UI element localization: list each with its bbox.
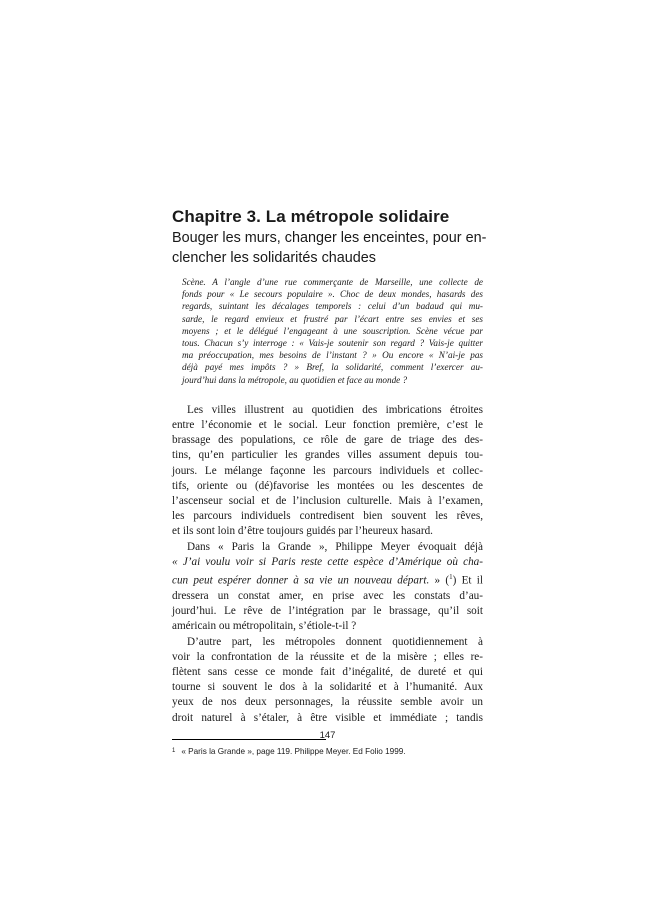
body-line: flètent sans cesse ce monde fait d’inégalité, de dureté et qui: [172, 666, 483, 679]
epigraph-line: regards, suintant les décalages temporels : celui d’un badaud qui mu-: [182, 301, 483, 312]
chapter-title: Chapitre 3. La métropole solidaire: [172, 207, 450, 226]
page-number: 147: [319, 730, 336, 741]
chapter-subtitle: [172, 228, 487, 268]
epigraph-line: déjà payé mes impôts ? » Bref, la solidarité, comment l’exercer au-: [182, 362, 483, 373]
body-line: tins, qu’en particulier les grandes villes assument depuis tou-: [172, 449, 483, 462]
epigraph-line: Scène. A l’angle d’une rue commerçante de Marseille, une collecte de: [182, 277, 483, 287]
body-line: D’autre part, les métropoles donnent quotidiennement à: [187, 635, 483, 648]
book-page: [172, 206, 487, 757]
footnote-marker: 1: [172, 747, 176, 754]
epigraph-line: jourd’hui dans la métropole, au quotidien et face au monde ?: [182, 374, 408, 385]
epigraph: [182, 276, 483, 386]
body-line: yeux de nos deux personnages, la réussite semble avoir un: [172, 696, 483, 709]
footnote-text: « Paris la Grande », page 119. Philippe Meyer. Ed Folio 1999.: [181, 746, 406, 756]
epigraph-line: tous. Chacun s’y interroge : « Vais-je soutenir son regard ? Vais-je quitter: [182, 338, 483, 349]
quote-line: [172, 555, 483, 570]
body-line: tourne si souvent le dos à la solidarité et à l’humanité. Aux: [172, 681, 483, 694]
body-line: dressera un constat amer, en prise avec les constats d’au-: [172, 590, 483, 602]
body-line: américain ou métropolitain, s’étiole-t-il ?: [172, 620, 357, 633]
body-line: jours. Le mélange façonne les parcours individuels et collec-: [172, 464, 483, 477]
footnote: [172, 746, 483, 757]
epigraph-line: ma préoccupation, mes besoins de l’instant ? » Ou encore « N’ai-je pas: [182, 350, 483, 361]
body-text: [172, 403, 483, 726]
subtitle-line: Bouger les murs, changer les enceintes, pour en-: [172, 230, 487, 246]
body-line: et ils sont loin d’être toujours guidés par l’heureux hasard.: [172, 525, 433, 538]
body-line: Les villes illustrent au quotidien des imbrications étroites: [187, 403, 483, 416]
quote-line: [172, 570, 483, 589]
body-line: l’ascenseur social et de l’inclusion culturelle. Mais à l’examen,: [172, 495, 483, 508]
body-line: brassage des populations, ce rôle de gare de triage des des-: [172, 434, 483, 447]
subtitle-line: clencher les solidarités chaudes: [172, 250, 376, 266]
epigraph-line: fonds pour « Le secours populaire ». Choc de deux mondes, hasards des: [182, 289, 483, 300]
quote-tail: » (: [429, 574, 450, 587]
body-line: tifs, oriente ou (dé)favorise les montées ou les descentes de: [172, 479, 483, 492]
body-line: droit naturel à s’étaler, à être visible et immédiate ; tandis: [172, 711, 483, 724]
footnote-ref[interactable]: 1: [449, 573, 453, 582]
body-line: jourd’hui. Le rêve de l’intégration par le brassage, qu’il soit: [172, 605, 483, 618]
body-line: voir la confrontation de la réussite et de la misère ; elles re-: [172, 650, 483, 663]
epigraph-line: sarde, le regard envieux et frustré par l’écart entre ses envies et ses: [182, 313, 483, 324]
body-line: Dans « Paris la Grande », Philippe Meyer évoquait déjà: [187, 540, 483, 553]
quote-text: cun peut espérer donner à sa vie un nouveau départ.: [172, 574, 430, 587]
body-line: les parcours individuels contredisent bien souvent les rêves,: [172, 510, 483, 523]
quote-tail: ) Et il: [452, 574, 483, 587]
body-line: entre l’économie et le social. Leur fonction première, c’est le: [172, 419, 483, 432]
epigraph-line: moyens ; et le délégué l’engageant à une souscription. Scène vécue par: [182, 325, 483, 336]
quote-text: « J’ai voulu voir si Paris reste cette espèce d’Amérique où cha-: [172, 555, 483, 568]
